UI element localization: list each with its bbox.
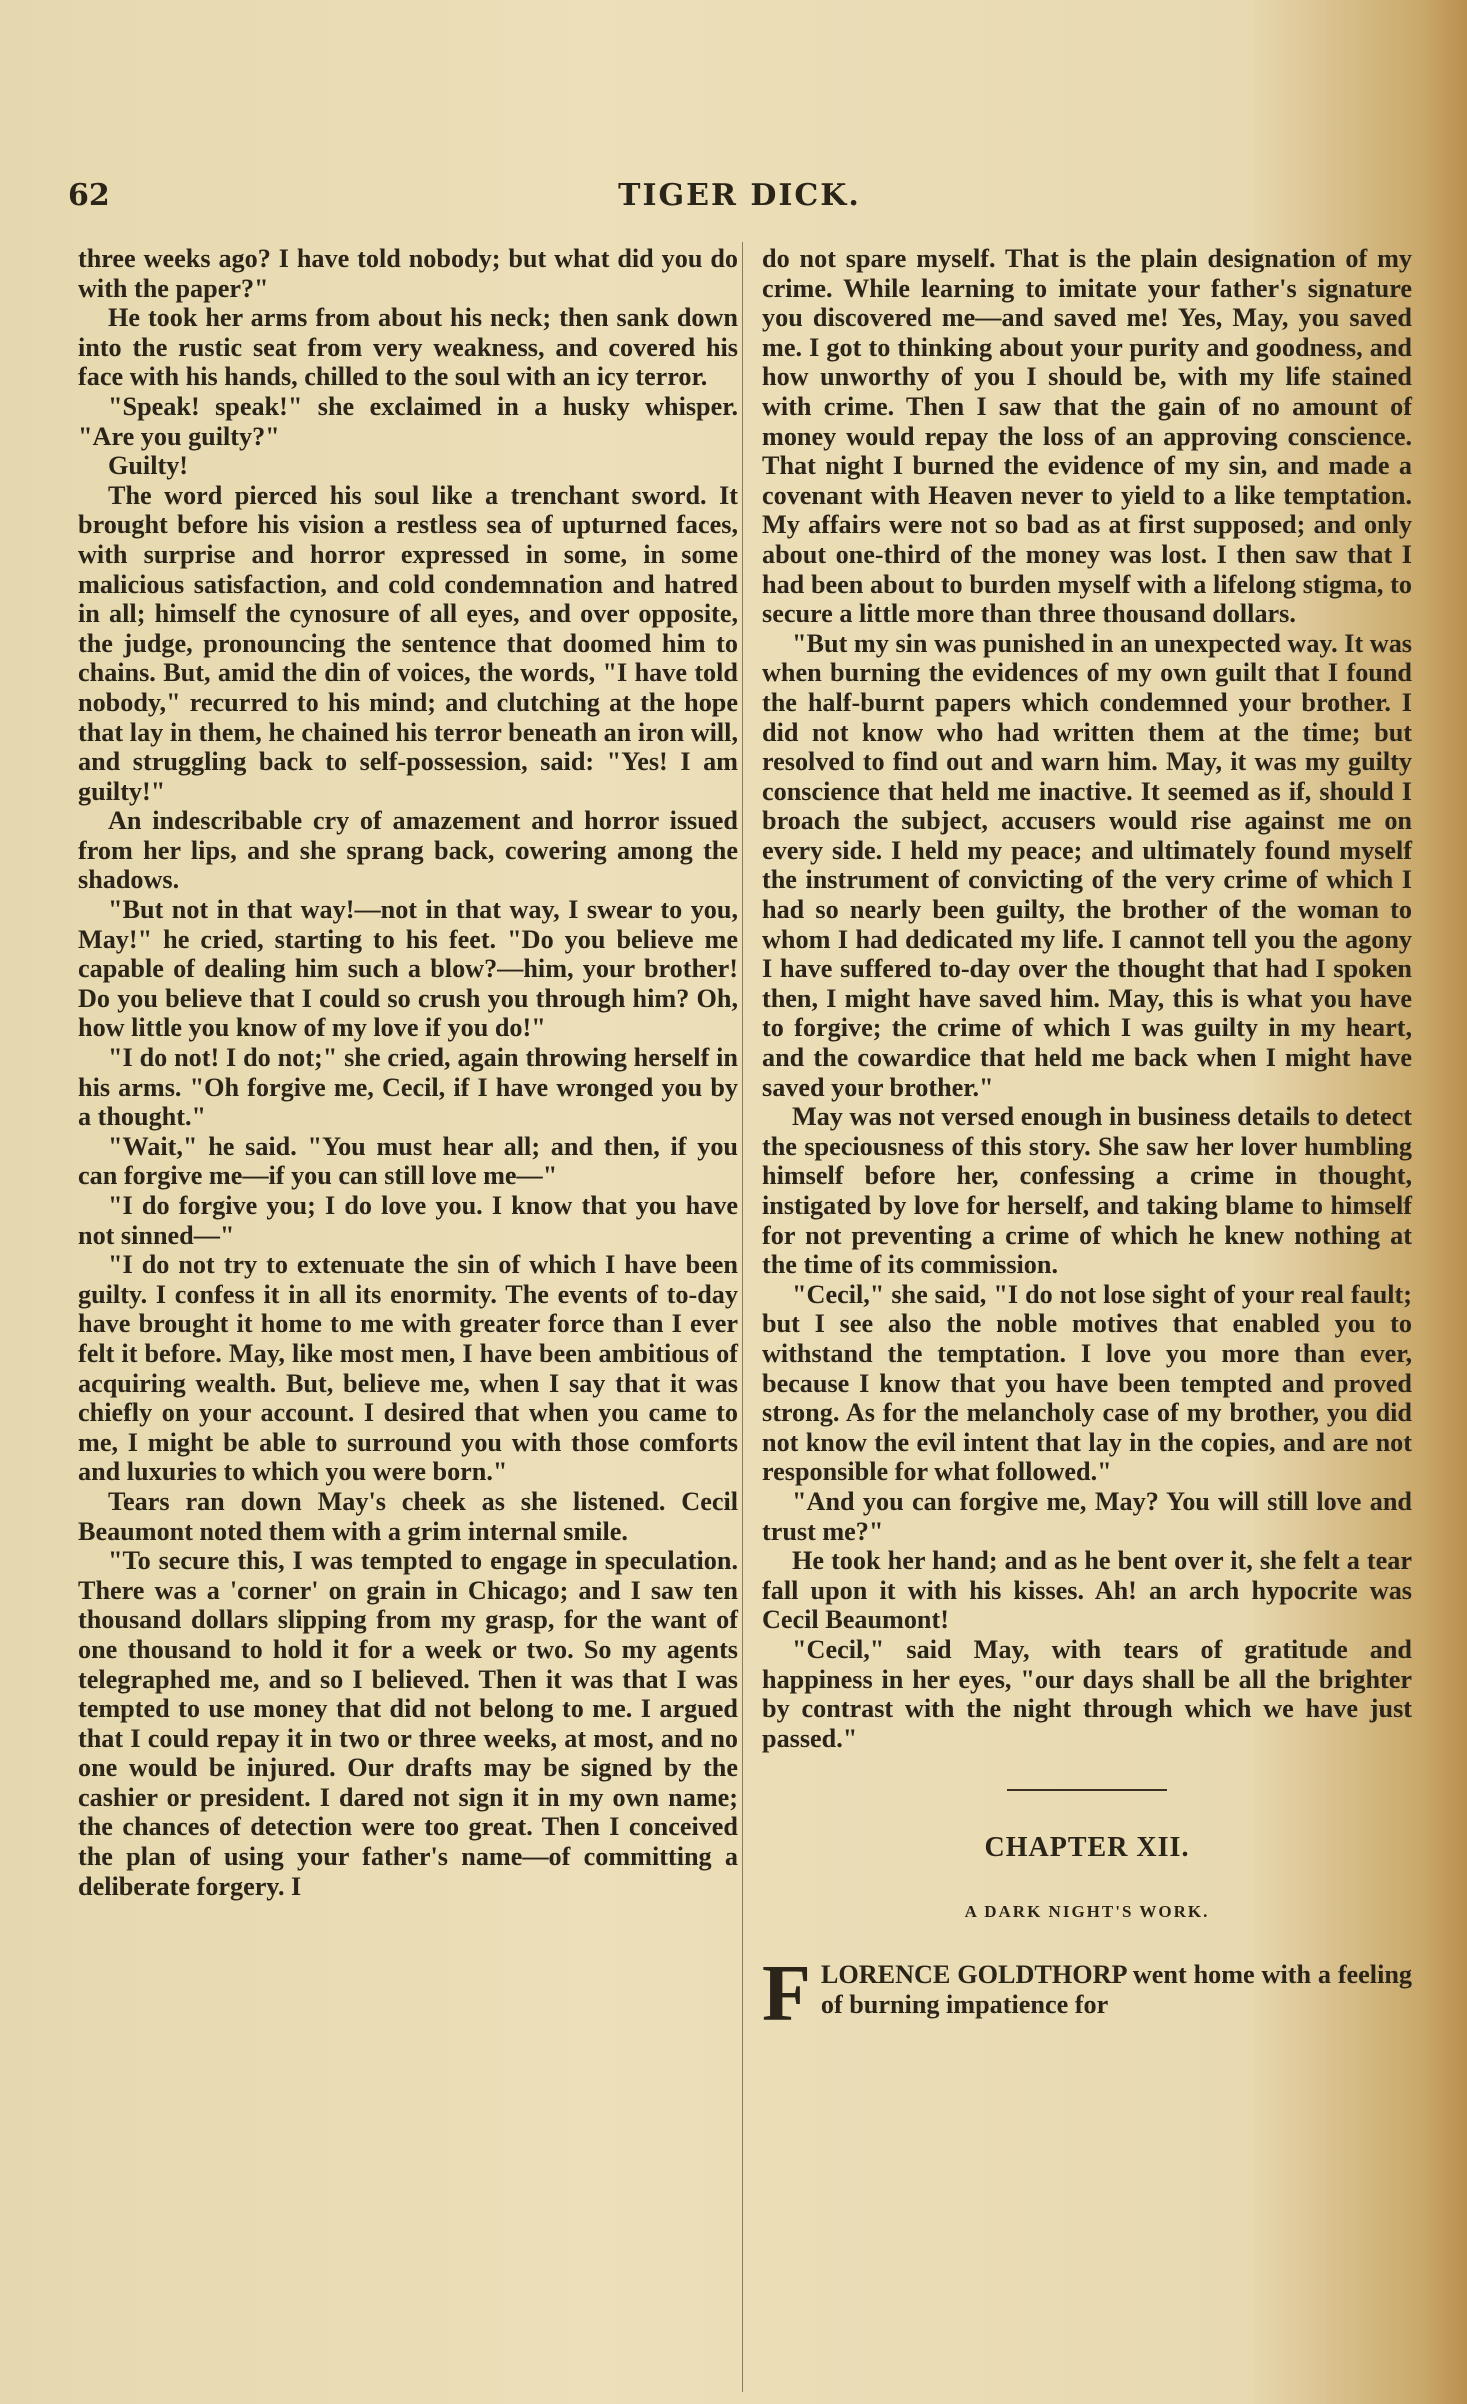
paragraph: He took her hand; and as he bent over it, she felt a tear fall upon it with his kisses. Ah! an arch hypocrite was Cecil Beaumont! <box>762 1546 1412 1635</box>
paragraph: "To secure this, I was tempted to engage in speculation. There was a 'corner' on grain in Chicago; and I saw ten thousand dollars slipping from my grasp, for the want of one thousand to hold it for a week or two. So my agents telegraphed me, and so I believed. Then it was that I was tempted to use money that did not belong to me. I argued that I could repay it in two or three weeks, at most, and no one would be injured. Our drafts may be signed by the cashier or president. I dared not sign it in my own name; the chances of detection were too great. Then I conceived the plan of using your father's name—of committing a deliberate forgery. I <box>78 1546 738 1901</box>
paragraph: Guilty! <box>108 451 189 481</box>
paragraph: "Wait," he said. "You must hear all; and then, if you can forgive me—if you can still love me—" <box>78 1131 738 1191</box>
paragraph: "And you can forgive me, May? You will still love and trust me?" <box>762 1486 1412 1546</box>
paragraph: Tears ran down May's cheek as she listened. Cecil Beaumont noted them with a grim internal smile. <box>78 1486 738 1546</box>
left-column <box>78 244 738 1901</box>
chapter-subtitle: A DARK NIGHT'S WORK. <box>964 1901 1210 1921</box>
chapter-heading: CHAPTER XII. <box>984 1832 1190 1864</box>
drop-cap: F <box>762 1950 811 2039</box>
right-column-paragraphs <box>762 244 1412 1753</box>
paragraph: He took her arms from about his neck; then sank down into the rustic seat from very weakness, and covered his face with his hands, chilled to the soul with an icy terror. <box>78 303 738 392</box>
paragraph: "But my sin was punished in an unexpected way. It was when burning the evidences of my own guilt that I found the half-burnt papers which condemned your brother. I did not know who had written them at the time; but resolved to find out and warn him. May, it was my guilty conscience that held me inactive. It seemed as if, should I broach the subject, accusers would rise against me on every side. I held my peace; and ultimately found myself the instrument of convicting of the very crime of which I had so nearly been guilty, the brother of the woman to whom I had dedicated my life. I cannot tell you the agony I have suffered to-day over the thought that had I spoken then, I might have saved him. May, this is what you have to forgive; the crime of which I was guilty in my heart, and the cowardice that held me back when I might have saved your brother." <box>762 628 1412 1102</box>
paragraph: "I do forgive you; I do love you. I know that you have not sinned—" <box>78 1191 738 1250</box>
paragraph: "Speak! speak!" she exclaimed in a husky whisper. "Are you guilty?" <box>78 391 738 451</box>
paragraph: "But not in that way!—not in that way, I swear to you, May!" he cried, starting to his feet. "Do you believe me capable of dealing him such a blow?—him, your brother! Do you believe that I could so crush you through him? Oh, how little you know of my love if you do!" <box>78 895 738 1043</box>
paragraph: "Cecil," said May, with tears of gratitude and happiness in her eyes, "our days shall be all the brighter by contrast with the night through which we have just passed." <box>762 1634 1412 1753</box>
page-number: 62 <box>68 178 110 213</box>
right-column <box>762 244 1412 2039</box>
chapter-opening-text: LORENCE GOLDTHORP went home with a feeling of burning impatience for <box>820 1960 1412 2020</box>
paragraph: The word pierced his soul like a trenchant sword. It brought before his vision a restless sea of upturned faces, with surprise and horror expressed in some, in some malicious satisfaction, and cold condemnation and hatred in all; himself the cynosure of all eyes, and over opposite, the judge, pronouncing the sentence that doomed him to chains. But, amid the din of voices, the words, "I have told nobody," recurred to his mind; and clutching at the hope that lay in them, he chained his terror beneath an iron will, and struggling back to self-possession, said: "Yes! I am guilty!" <box>78 480 738 806</box>
paragraph: "I do not try to extenuate the sin of which I have been guilty. I confess it in all its enormity. The events of to-day have brought it home to me with greater force than I ever felt it before. May, like most men, I have been ambitious of acquiring wealth. But, believe me, when I say that it was chiefly on your account. I desired that when you came to me, I might be able to surround you with those comforts and luxuries to which you were born." <box>78 1250 738 1487</box>
paragraph: An indescribable cry of amazement and horror issued from her lips, and she sprang back, cowering among the shadows. <box>78 806 738 895</box>
paragraph: May was not versed enough in business details to detect the speciousness of this story. She saw her lover humbling himself before her, confessing a crime in thought, instigated by love for herself, and taking blame to himself for not preventing a crime of which he knew nothing at the time of its commission. <box>762 1102 1412 1280</box>
paragraph: "Cecil," she said, "I do not lose sight of your real fault; but I see also the noble motives that enabled you to withstand the temptation. I love you more than ever, because I know that you have been tempted and proved strong. As for the melancholy case of my brother, you did not know the evil intent that lay in the copies, and are not responsible for what followed." <box>762 1279 1412 1487</box>
paragraph: "I do not! I do not;" she cried, again throwing herself in his arms. "Oh forgive me, Cecil, if I have wronged you by a thought." <box>78 1043 738 1132</box>
running-title: TIGER DICK. <box>618 178 861 213</box>
section-rule <box>1007 1789 1167 1791</box>
page-header <box>62 178 1417 218</box>
chapter-opening <box>762 1950 1412 2039</box>
paragraph: three weeks ago? I have told nobody; but what did you do with the paper?" <box>78 244 738 303</box>
paragraph: do not spare myself. That is the plain designation of my crime. While learning to imitate your father's signature you discovered me—and saved me! Yes, May, you saved me. I got to thinking about your purity and goodness, and how unworthy of you I should be, with my life stained with crime. Then I saw that the gain of no amount of money would repay the loss of an approving conscience. That night I burned the evidence of my sin, and made a covenant with Heaven never to yield to a like temptation. My affairs were not so bad as at first supposed; and only about one-third of the money was lost. I then saw that I had been about to burden myself with a lifelong stigma, to secure a little more than three thousand dollars. <box>762 244 1412 629</box>
column-divider <box>742 242 743 2392</box>
